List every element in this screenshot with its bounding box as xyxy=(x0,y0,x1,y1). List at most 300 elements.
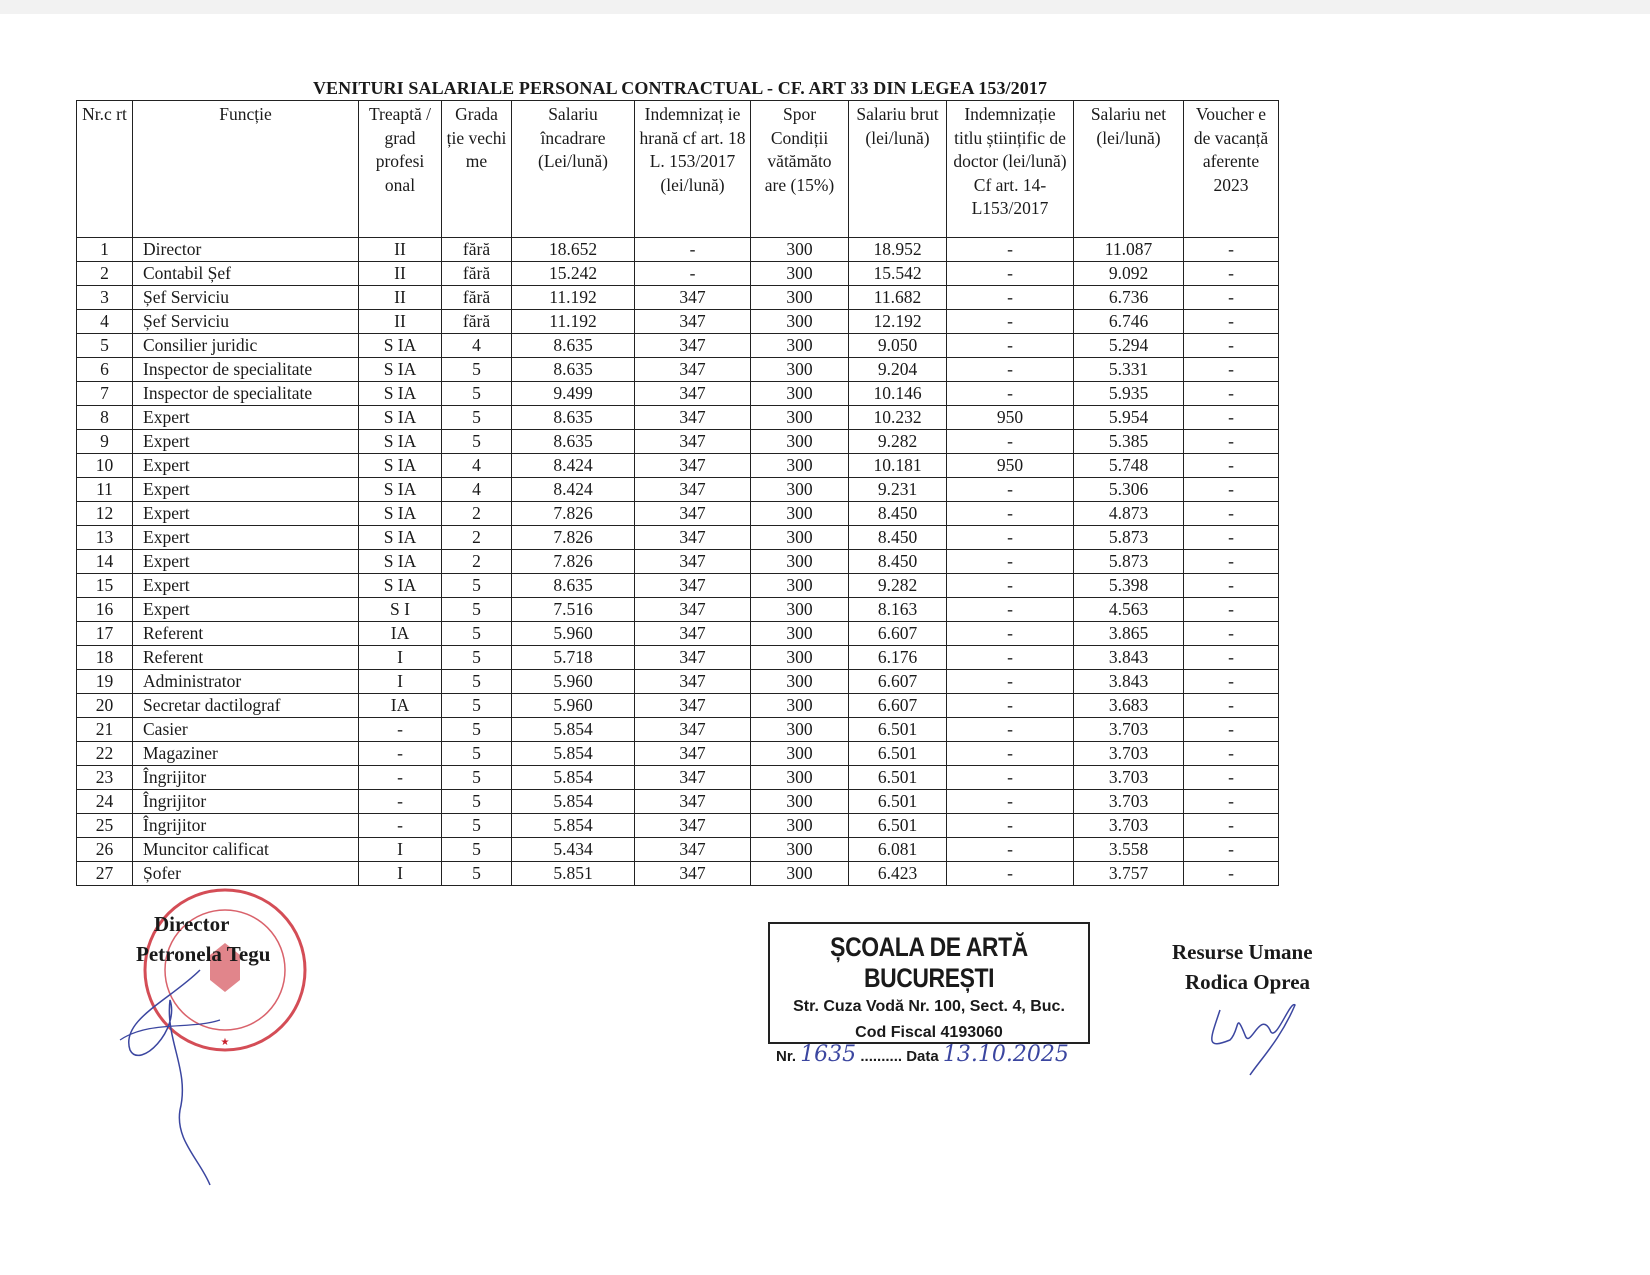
stamp-name: ȘCOALA DE ARTĂ BUCUREȘTI xyxy=(830,932,1028,993)
table-cell: 3.757 xyxy=(1074,862,1184,886)
table-cell: - xyxy=(359,790,442,814)
table-cell: S IA xyxy=(359,574,442,598)
table-cell: Expert xyxy=(133,502,359,526)
table-cell: Îngrijitor xyxy=(133,814,359,838)
table-cell: I xyxy=(359,646,442,670)
hr-role: Resurse Umane xyxy=(1172,940,1313,964)
table-cell: 6.607 xyxy=(849,670,947,694)
table-cell: Expert xyxy=(133,406,359,430)
table-cell: 300 xyxy=(751,406,849,430)
table-cell: 300 xyxy=(751,262,849,286)
table-cell: 6.501 xyxy=(849,790,947,814)
table-cell: - xyxy=(1184,430,1279,454)
table-cell: - xyxy=(947,334,1074,358)
table-cell: 300 xyxy=(751,622,849,646)
table-cell: Îngrijitor xyxy=(133,790,359,814)
table-cell: 10.232 xyxy=(849,406,947,430)
table-cell: 5 xyxy=(442,646,512,670)
table-cell: Șef Serviciu xyxy=(133,286,359,310)
table-cell: 8.635 xyxy=(512,430,635,454)
table-cell: IA xyxy=(359,622,442,646)
table-cell: 7.826 xyxy=(512,526,635,550)
table-cell: 300 xyxy=(751,742,849,766)
table-cell: 347 xyxy=(635,334,751,358)
table-row xyxy=(77,526,1279,550)
table-cell: 300 xyxy=(751,694,849,718)
table-cell: - xyxy=(1184,766,1279,790)
table-cell: fără xyxy=(442,286,512,310)
column-header: Grada ție vechi me xyxy=(442,101,512,238)
table-cell: 4.563 xyxy=(1074,598,1184,622)
table-cell: 24 xyxy=(77,790,133,814)
table-cell: S IA xyxy=(359,550,442,574)
table-cell: - xyxy=(947,574,1074,598)
table-cell: 300 xyxy=(751,502,849,526)
table-cell: - xyxy=(947,262,1074,286)
table-cell: - xyxy=(947,310,1074,334)
table-cell: Șef Serviciu xyxy=(133,310,359,334)
table-cell: 347 xyxy=(635,598,751,622)
table-cell: - xyxy=(1184,454,1279,478)
table-cell: 6.607 xyxy=(849,694,947,718)
table-cell: 300 xyxy=(751,646,849,670)
table-cell: 5 xyxy=(442,742,512,766)
table-cell: 347 xyxy=(635,574,751,598)
table-cell: 300 xyxy=(751,526,849,550)
column-header: Indemnizație titlu științific de doctor (lei/lună) Cf art. 14- L153/2017 xyxy=(947,101,1074,238)
table-cell: 6.501 xyxy=(849,742,947,766)
table-cell: - xyxy=(1184,814,1279,838)
table-cell: - xyxy=(947,838,1074,862)
table-cell: - xyxy=(1184,694,1279,718)
table-cell: Șofer xyxy=(133,862,359,886)
table-cell: 5 xyxy=(442,694,512,718)
table-cell: Expert xyxy=(133,574,359,598)
table-cell: - xyxy=(1184,742,1279,766)
column-header: Funcție xyxy=(133,101,359,238)
table-cell: - xyxy=(359,718,442,742)
table-cell: - xyxy=(1184,526,1279,550)
table-cell: 300 xyxy=(751,430,849,454)
table-cell: 5.873 xyxy=(1074,550,1184,574)
table-cell: 2 xyxy=(442,550,512,574)
table-cell: fără xyxy=(442,238,512,262)
table-cell: 9.050 xyxy=(849,334,947,358)
table-cell: - xyxy=(1184,574,1279,598)
table-cell: 300 xyxy=(751,334,849,358)
table-cell: S IA xyxy=(359,454,442,478)
table-cell: - xyxy=(947,430,1074,454)
table-cell: 5 xyxy=(442,382,512,406)
table-cell: 347 xyxy=(635,814,751,838)
table-cell: 11.087 xyxy=(1074,238,1184,262)
hr-signature xyxy=(1200,990,1310,1080)
table-cell: - xyxy=(947,694,1074,718)
table-cell: 10 xyxy=(77,454,133,478)
table-cell: 14 xyxy=(77,550,133,574)
table-cell: - xyxy=(947,502,1074,526)
table-cell: Expert xyxy=(133,478,359,502)
table-cell: 347 xyxy=(635,550,751,574)
table-cell: 4 xyxy=(442,334,512,358)
table-cell: 15.242 xyxy=(512,262,635,286)
table-cell: 7 xyxy=(77,382,133,406)
director-name: Petronela Tegu xyxy=(136,942,271,966)
table-cell: 347 xyxy=(635,862,751,886)
table-row xyxy=(77,286,1279,310)
table-cell: 5.960 xyxy=(512,622,635,646)
table-cell: II xyxy=(359,262,442,286)
table-cell: - xyxy=(947,646,1074,670)
table-cell: 5.854 xyxy=(512,814,635,838)
hr-name: Rodica Oprea xyxy=(1185,970,1311,994)
stamp-address: Str. Cuza Vodă Nr. 100, Sect. 4, Buc. xyxy=(793,998,1065,1015)
table-cell: 9 xyxy=(77,430,133,454)
table-row xyxy=(77,622,1279,646)
table-cell: 17 xyxy=(77,622,133,646)
table-row xyxy=(77,598,1279,622)
table-cell: - xyxy=(947,718,1074,742)
table-cell: 3.703 xyxy=(1074,766,1184,790)
table-cell: Contabil Șef xyxy=(133,262,359,286)
table-row xyxy=(77,502,1279,526)
column-header: Salariu net (lei/lună) xyxy=(1074,101,1184,238)
table-cell: 7.826 xyxy=(512,550,635,574)
table-cell: 2 xyxy=(442,502,512,526)
salary-table xyxy=(76,100,1279,886)
table-cell: 9.282 xyxy=(849,430,947,454)
table-cell: 11.192 xyxy=(512,286,635,310)
table-cell: 347 xyxy=(635,454,751,478)
table-cell: 8.635 xyxy=(512,334,635,358)
table-cell: II xyxy=(359,310,442,334)
table-cell: - xyxy=(947,622,1074,646)
table-cell: - xyxy=(1184,238,1279,262)
table-cell: 5 xyxy=(442,670,512,694)
table-cell: 11.682 xyxy=(849,286,947,310)
table-cell: 347 xyxy=(635,286,751,310)
table-cell: 300 xyxy=(751,382,849,406)
table-cell: 950 xyxy=(947,454,1074,478)
table-cell: 5 xyxy=(442,598,512,622)
table-row xyxy=(77,406,1279,430)
table-cell: S IA xyxy=(359,526,442,550)
table-cell: - xyxy=(947,478,1074,502)
table-cell: Casier xyxy=(133,718,359,742)
table-cell: 6.736 xyxy=(1074,286,1184,310)
stamp-nr-value: 1635 xyxy=(800,1042,857,1067)
table-cell: 6.081 xyxy=(849,838,947,862)
table-cell: 6.501 xyxy=(849,814,947,838)
table-cell: 2 xyxy=(442,526,512,550)
table-cell: 12 xyxy=(77,502,133,526)
table-cell: 347 xyxy=(635,694,751,718)
director-role: Director xyxy=(154,912,230,936)
table-cell: - xyxy=(1184,622,1279,646)
table-cell: - xyxy=(1184,502,1279,526)
table-cell: 10.146 xyxy=(849,382,947,406)
table-cell: 347 xyxy=(635,718,751,742)
table-cell: S IA xyxy=(359,478,442,502)
table-cell: 8 xyxy=(77,406,133,430)
table-cell: 11 xyxy=(77,478,133,502)
table-cell: S IA xyxy=(359,334,442,358)
director-signature xyxy=(110,960,240,1190)
table-cell: - xyxy=(1184,862,1279,886)
table-cell: 347 xyxy=(635,790,751,814)
stamp-date-label: Data xyxy=(906,1048,939,1065)
table-cell: 5.306 xyxy=(1074,478,1184,502)
table-cell: 19 xyxy=(77,670,133,694)
stamp-nr-label: Nr. xyxy=(776,1048,797,1065)
table-cell: - xyxy=(947,862,1074,886)
table-cell: 3.865 xyxy=(1074,622,1184,646)
table-cell: II xyxy=(359,286,442,310)
column-header: Indemnizaț ie hrană cf art. 18 L. 153/2017 (lei/lună) xyxy=(635,101,751,238)
table-cell: 5.851 xyxy=(512,862,635,886)
table-cell: - xyxy=(947,742,1074,766)
table-cell: S IA xyxy=(359,406,442,430)
table-cell: 300 xyxy=(751,718,849,742)
table-cell: 347 xyxy=(635,358,751,382)
table-cell: 6.501 xyxy=(849,718,947,742)
table-cell: 7.826 xyxy=(512,502,635,526)
table-cell: - xyxy=(1184,310,1279,334)
table-cell: 2 xyxy=(77,262,133,286)
table-cell: 5.935 xyxy=(1074,382,1184,406)
table-cell: Inspector de specialitate xyxy=(133,382,359,406)
table-cell: S IA xyxy=(359,382,442,406)
table-cell: Secretar dactilograf xyxy=(133,694,359,718)
table-cell: 20 xyxy=(77,694,133,718)
table-cell: 15.542 xyxy=(849,262,947,286)
table-cell: Expert xyxy=(133,526,359,550)
table-cell: 3.558 xyxy=(1074,838,1184,862)
column-header: Spor Condiții vătămăto are (15%) xyxy=(751,101,849,238)
table-cell: S IA xyxy=(359,358,442,382)
column-header: Treaptă / grad profesi onal xyxy=(359,101,442,238)
table-cell: - xyxy=(947,790,1074,814)
table-row xyxy=(77,646,1279,670)
table-cell: - xyxy=(1184,286,1279,310)
document-title: VENITURI SALARIALE PERSONAL CONTRACTUAL - CF. ART 33 DIN LEGEA 153/2017 xyxy=(312,78,1048,98)
column-header: Nr.c rt xyxy=(77,101,133,238)
table-cell: - xyxy=(1184,382,1279,406)
table-cell: 5 xyxy=(77,334,133,358)
table-cell: 8.424 xyxy=(512,454,635,478)
table-cell: 5.954 xyxy=(1074,406,1184,430)
stamp-date-value: 13.10.2025 xyxy=(942,1042,1069,1067)
table-cell: 27 xyxy=(77,862,133,886)
table-cell: 9.204 xyxy=(849,358,947,382)
table-cell: 300 xyxy=(751,574,849,598)
table-cell: 300 xyxy=(751,310,849,334)
table-cell: Îngrijitor xyxy=(133,766,359,790)
table-cell: - xyxy=(1184,670,1279,694)
table-header-row xyxy=(77,101,1279,238)
table-cell: 4.873 xyxy=(1074,502,1184,526)
table-row xyxy=(77,814,1279,838)
table-cell: 347 xyxy=(635,670,751,694)
table-cell: - xyxy=(947,238,1074,262)
table-cell: 347 xyxy=(635,838,751,862)
table-cell: 8.163 xyxy=(849,598,947,622)
table-cell: 950 xyxy=(947,406,1074,430)
table-cell: 16 xyxy=(77,598,133,622)
table-cell: 8.450 xyxy=(849,550,947,574)
table-cell: 5.854 xyxy=(512,742,635,766)
table-cell: 3 xyxy=(77,286,133,310)
table-cell: 347 xyxy=(635,526,751,550)
table-cell: 300 xyxy=(751,550,849,574)
table-cell: - xyxy=(635,238,751,262)
table-cell: 4 xyxy=(442,478,512,502)
institution-stamp: ȘCOALA DE ARTĂ BUCUREȘTI Str. Cuza Vodă Nr. 100, Sect. 4, Buc. Cod Fiscal 4193060 Nr. 1635 .......... Data 13.10.2025 xyxy=(768,922,1090,1044)
table-cell: 26 xyxy=(77,838,133,862)
table-cell: 18 xyxy=(77,646,133,670)
table-cell: 5.385 xyxy=(1074,430,1184,454)
table-cell: - xyxy=(947,814,1074,838)
table-cell: Referent xyxy=(133,646,359,670)
table-cell: 347 xyxy=(635,622,751,646)
table-cell: Expert xyxy=(133,550,359,574)
table-cell: - xyxy=(1184,646,1279,670)
table-cell: Muncitor calificat xyxy=(133,838,359,862)
table-cell: - xyxy=(1184,718,1279,742)
table-cell: 3.703 xyxy=(1074,790,1184,814)
table-cell: - xyxy=(1184,406,1279,430)
table-cell: - xyxy=(1184,790,1279,814)
table-cell: - xyxy=(1184,598,1279,622)
table-row xyxy=(77,430,1279,454)
table-cell: 8.450 xyxy=(849,526,947,550)
table-cell: 18.652 xyxy=(512,238,635,262)
table-cell: 5 xyxy=(442,862,512,886)
table-cell: 21 xyxy=(77,718,133,742)
table-cell: 8.635 xyxy=(512,358,635,382)
table-cell: 3.843 xyxy=(1074,646,1184,670)
table-cell: Expert xyxy=(133,430,359,454)
table-cell: fără xyxy=(442,310,512,334)
table-cell: - xyxy=(359,814,442,838)
table-cell: 5.718 xyxy=(512,646,635,670)
table-cell: 7.516 xyxy=(512,598,635,622)
table-cell: 23 xyxy=(77,766,133,790)
table-cell: IA xyxy=(359,694,442,718)
table-cell: 5 xyxy=(442,718,512,742)
svg-text:★: ★ xyxy=(220,1037,230,1048)
table-row xyxy=(77,766,1279,790)
table-cell: Consilier juridic xyxy=(133,334,359,358)
table-cell: - xyxy=(947,670,1074,694)
table-row xyxy=(77,454,1279,478)
table-cell: 4 xyxy=(77,310,133,334)
table-cell: 5 xyxy=(442,358,512,382)
table-cell: 5.960 xyxy=(512,670,635,694)
table-row xyxy=(77,838,1279,862)
table-cell: 6.746 xyxy=(1074,310,1184,334)
table-cell: - xyxy=(947,382,1074,406)
table-cell: 11.192 xyxy=(512,310,635,334)
table-cell: 300 xyxy=(751,238,849,262)
table-cell: Expert xyxy=(133,598,359,622)
table-cell: 9.231 xyxy=(849,478,947,502)
table-cell: 5 xyxy=(442,430,512,454)
table-cell: 300 xyxy=(751,814,849,838)
table-cell: - xyxy=(635,262,751,286)
table-row xyxy=(77,478,1279,502)
table-cell: Administrator xyxy=(133,670,359,694)
table-cell: 300 xyxy=(751,478,849,502)
table-cell: - xyxy=(947,286,1074,310)
table-cell: 13 xyxy=(77,526,133,550)
table-cell: 347 xyxy=(635,430,751,454)
table-row xyxy=(77,742,1279,766)
column-header: Salariu brut (lei/lună) xyxy=(849,101,947,238)
table-cell: 9.092 xyxy=(1074,262,1184,286)
table-cell: 9.499 xyxy=(512,382,635,406)
table-cell: - xyxy=(1184,478,1279,502)
table-cell: Magaziner xyxy=(133,742,359,766)
table-cell: 6.607 xyxy=(849,622,947,646)
table-cell: - xyxy=(1184,550,1279,574)
table-cell: Referent xyxy=(133,622,359,646)
table-cell: 8.635 xyxy=(512,574,635,598)
table-cell: I xyxy=(359,670,442,694)
table-cell: 3.683 xyxy=(1074,694,1184,718)
table-row xyxy=(77,358,1279,382)
table-cell: 5.854 xyxy=(512,790,635,814)
table-cell: 3.843 xyxy=(1074,670,1184,694)
table-row xyxy=(77,310,1279,334)
table-cell: - xyxy=(1184,358,1279,382)
table-cell: 3.703 xyxy=(1074,742,1184,766)
table-cell: 8.635 xyxy=(512,406,635,430)
table-cell: 5.854 xyxy=(512,718,635,742)
table-cell: I xyxy=(359,838,442,862)
table-cell: 347 xyxy=(635,406,751,430)
table-row xyxy=(77,790,1279,814)
table-cell: - xyxy=(1184,262,1279,286)
table-cell: 3.703 xyxy=(1074,814,1184,838)
table-cell: 347 xyxy=(635,310,751,334)
table-cell: - xyxy=(359,766,442,790)
table-cell: S IA xyxy=(359,502,442,526)
table-cell: - xyxy=(947,526,1074,550)
table-cell: 300 xyxy=(751,838,849,862)
table-cell: Director xyxy=(133,238,359,262)
table-cell: 300 xyxy=(751,862,849,886)
table-cell: 347 xyxy=(635,766,751,790)
table-cell: Inspector de specialitate xyxy=(133,358,359,382)
table-cell: - xyxy=(947,358,1074,382)
column-header: Voucher e de vacanță aferente 2023 xyxy=(1184,101,1279,238)
table-row xyxy=(77,382,1279,406)
table-cell: Expert xyxy=(133,454,359,478)
table-row xyxy=(77,574,1279,598)
table-cell: 5 xyxy=(442,838,512,862)
table-cell: 6.501 xyxy=(849,766,947,790)
table-cell: S I xyxy=(359,598,442,622)
table-cell: 5 xyxy=(442,766,512,790)
table-cell: 5.434 xyxy=(512,838,635,862)
table-cell: II xyxy=(359,238,442,262)
table-row xyxy=(77,694,1279,718)
table-cell: 18.952 xyxy=(849,238,947,262)
table-cell: 5.748 xyxy=(1074,454,1184,478)
table-cell: - xyxy=(947,550,1074,574)
table-cell: 9.282 xyxy=(849,574,947,598)
